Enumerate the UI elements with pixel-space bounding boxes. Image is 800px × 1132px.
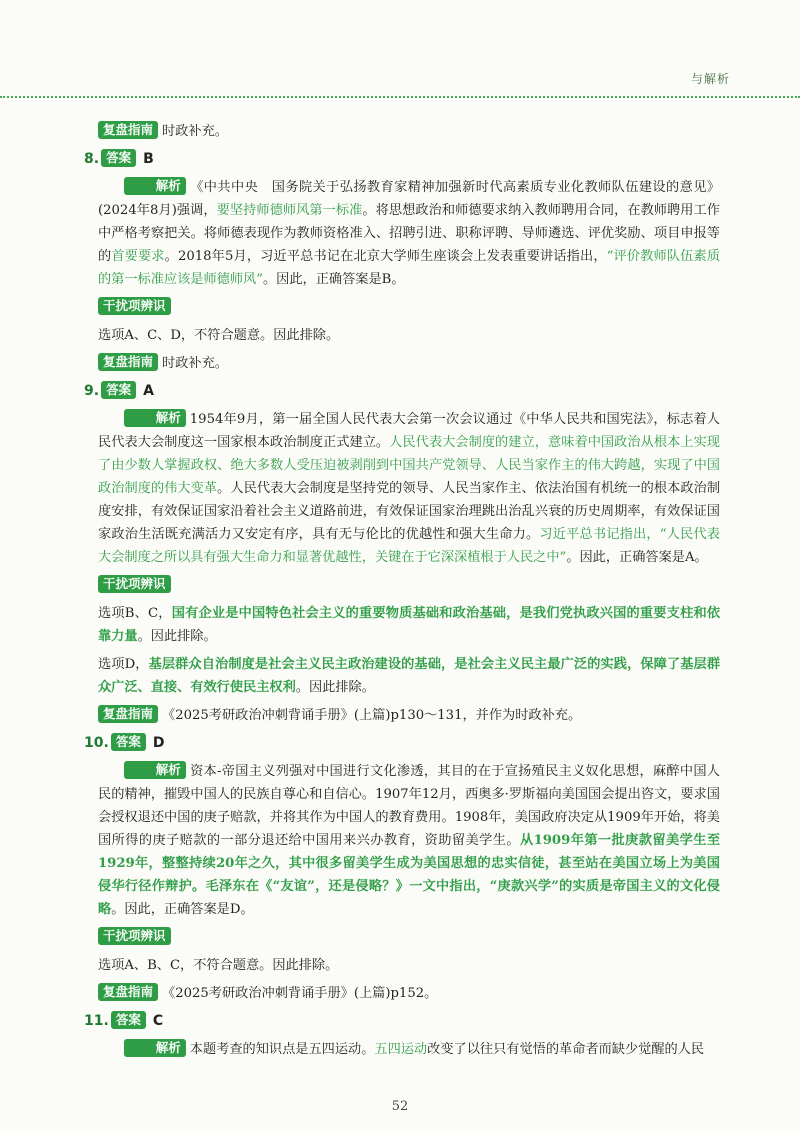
q9-answer: A — [143, 383, 154, 399]
q11-number: 11. — [84, 1013, 109, 1029]
q11-jiexi-text: 本题考查的知识点是五四运动。 — [189, 1042, 375, 1057]
page-number: 52 — [391, 1099, 409, 1114]
q9-number: 9. — [84, 383, 100, 399]
jiexi-tag: 解析 — [124, 761, 185, 779]
fupan-tag: 复盘指南 — [98, 983, 158, 1001]
fupan-tag: 复盘指南 — [98, 705, 158, 723]
ganrao-tag: 干扰项辨识 — [98, 575, 171, 593]
q10-number: 10. — [84, 735, 109, 751]
q9-ganrao-1 — [98, 602, 720, 648]
q9-ganrao-text: 选项D， — [98, 657, 149, 672]
q9-jiexi-highlight: 人民代表大会制度的建立，意味着中国政治从根本上实现了由少数人掌握政权、绝大多数人受压迫被剥削到中国共产党领导、人民当家作主的伟大跨越，实现了中国政治制度的伟大变革 — [98, 435, 720, 496]
q8-fupan — [98, 352, 720, 375]
fupan-tag: 复盘指南 — [98, 121, 158, 139]
q9-ganrao-text: 。因此排除。 — [295, 680, 375, 695]
q10-jiexi-text: 。因此，正确答案是D。 — [111, 902, 254, 917]
q8-jiexi-highlight: “评价教师队伍素质的第一标准应该是师德师风” — [98, 249, 721, 287]
fupan-tag: 复盘指南 — [98, 353, 158, 371]
q10-jiexi-text: 资本-帝国主义列强对中国进行文化渗透，其目的在于宣扬殖民主义奴化思想，麻醉中国人民的精神，摧毁中国人的民族自尊心和自信心。1907年12月，西奥多·罗斯福向美国国会提出咨文，要求国会授权退还中国的庚子赔款，并将其作为中国人的教育费用。1908年，美国政府决定从1909年开始，将美国所得的庚子赔款的一部分退还给中国用来兴办教育，资助留美学生。 — [98, 764, 720, 848]
q9-jiexi-highlight: 习近平总书记指出，“人民代表大会制度之所以具有强大生命力和显著优越性，关键在于它深深植根于人民之中” — [98, 527, 720, 565]
q9-ganrao-highlight: 基层群众自治制度是社会主义民主政治建设的基础，是社会主义民主最广泛的实践，保障了基层群众广泛、直接、有效行使民主权利 — [98, 657, 721, 695]
q9-ganrao-text: 选项B、C， — [98, 606, 172, 621]
q9-jiexi — [98, 408, 720, 569]
page-header-title: 与解析 — [690, 72, 730, 86]
q8-jiexi-text: 《中共中央 国务院关于弘扬教育家精神加强新时代高素质专业化教师队伍建设的意见》(2024年8月)强调， — [98, 180, 720, 218]
q8-ganrao-text: 选项A、C、D，不符合题意。因此排除。 — [98, 328, 340, 343]
page-content — [84, 120, 721, 1066]
q7-fupan — [98, 120, 720, 143]
q10-answer-row — [84, 732, 720, 755]
ganrao-tag: 干扰项辨识 — [98, 927, 171, 945]
answer-tag: 答案 — [111, 1011, 146, 1029]
q11-jiexi-highlight: 五四运动 — [374, 1042, 428, 1057]
q10-fupan-text: 《2025考研政治冲刺背诵手册》(上篇)p152。 — [162, 986, 438, 1001]
answer-tag: 答案 — [101, 149, 136, 167]
q9-ganrao-text: 。因此排除。 — [137, 629, 217, 644]
q8-jiexi-highlight: 首要要求 — [111, 249, 165, 264]
q9-jiexi-text: 1954年9月，第一届全国人民代表大会第一次会议通过《中华人民共和国宪法》，标志着人民代表大会制度这一国家根本政治制度正式建立。 — [98, 412, 720, 450]
q8-jiexi-text: 。因此，正确答案是B。 — [263, 272, 405, 287]
q10-fupan — [98, 982, 720, 1005]
answer-tag: 答案 — [101, 381, 136, 399]
q8-jiexi-highlight: 要坚持师德师风第一标准 — [216, 203, 363, 218]
jiexi-tag: 解析 — [124, 409, 185, 427]
q7-fupan-text: 时政补充。 — [162, 124, 228, 139]
q9-fupan-text: 《2025考研政治冲刺背诵手册》(上篇)p130～131，并作为时政补充。 — [162, 708, 582, 723]
q9-answer-row — [84, 380, 720, 403]
q8-answer: B — [143, 151, 154, 167]
q9-ganrao-highlight: 国有企业是中国特色社会主义的重要物质基础和政治基础，是我们党执政兴国的重要支柱和依靠力量 — [98, 606, 721, 644]
q9-ganrao-label — [98, 574, 720, 597]
q11-jiexi — [98, 1038, 720, 1061]
q9-fupan — [98, 704, 720, 727]
q10-jiexi-highlight: 从1909年第一批庚款留美学生至1929年，整整持续20年之久，其中很多留美学生成为美国思想的忠实信徒，甚至站在美国立场上为美国侵华行径作辩护。毛泽东在《“友谊”，还是侵略？》一文中指出，“庚款兴学”的实质是帝国主义的文化侵略 — [98, 833, 721, 917]
q11-jiexi-text: 改变了以往只有觉悟的革命者而缺少觉醒的人民 — [427, 1042, 705, 1057]
q8-jiexi-text: 。将思想政治和师德要求纳入教师聘用合同，在教师聘用工作中严格考察把关。将师德表现作为教师资格准入、招聘引进、职称评聘、导师遴选、评优奖励、项目申报等的 — [98, 203, 720, 264]
q9-jiexi-text: 。因此，正确答案是A。 — [566, 550, 708, 565]
q10-answer: D — [152, 735, 165, 751]
q11-answer-row — [84, 1010, 720, 1033]
q8-number: 8. — [84, 151, 100, 167]
q8-jiexi — [98, 176, 720, 291]
q11-answer: C — [152, 1013, 164, 1029]
q8-answer-row — [84, 148, 720, 171]
q8-jiexi-text: 。2018年5月，习近平总书记在北京大学师生座谈会上发表重要讲话指出， — [164, 249, 607, 264]
answer-tag: 答案 — [111, 733, 146, 751]
q9-ganrao-2 — [98, 653, 720, 699]
q10-ganrao-label — [98, 926, 720, 949]
q10-ganrao-text: 选项A、B、C，不符合题意。因此排除。 — [98, 958, 339, 973]
ganrao-tag: 干扰项辨识 — [98, 297, 171, 315]
q8-fupan-text: 时政补充。 — [162, 356, 228, 371]
header-divider — [0, 96, 800, 98]
q10-jiexi — [98, 760, 720, 921]
jiexi-tag: 解析 — [124, 1039, 185, 1057]
jiexi-tag: 解析 — [124, 177, 185, 195]
q9-jiexi-text: 。人民代表大会制度是坚持党的领导、人民当家作主、依法治国有机统一的根本政治制度安排，有效保证国家沿着社会主义道路前进，有效保证国家治理跳出治乱兴衰的历史周期率，有效保证国家政治生活既充满活力又安定有序，具有无与伦比的优越性和强大生命力。 — [98, 481, 721, 542]
q8-ganrao-label — [98, 296, 720, 319]
